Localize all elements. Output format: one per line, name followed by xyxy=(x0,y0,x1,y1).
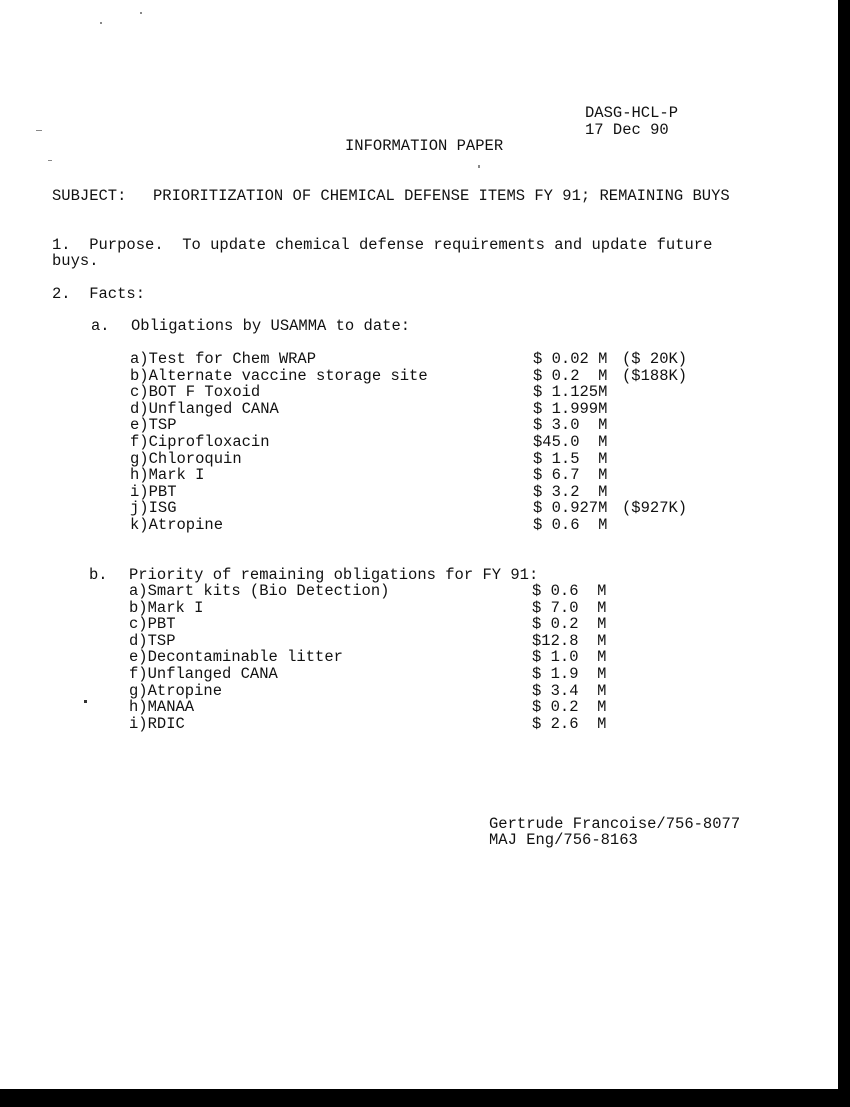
item-amount: $12.8 M xyxy=(532,631,607,650)
item-amount: $ 1.999M xyxy=(533,399,608,418)
item-label: b)Alternate vaccine storage site xyxy=(130,366,428,385)
item-label: c)PBT xyxy=(129,615,176,634)
item-label: a)Smart kits (Bio Detection) xyxy=(129,582,390,600)
item-amount: $ 1.125M xyxy=(533,383,608,402)
item-amount: $ 3.2 M xyxy=(533,482,608,501)
list-item xyxy=(130,517,730,534)
item-amount: $ 0.927M xyxy=(533,499,608,518)
item-label: g)Atropine xyxy=(129,681,223,700)
item-label: a)Test for Chem WRAP xyxy=(130,350,317,368)
item-note: ($927K) xyxy=(622,499,688,518)
section-b-priority-list xyxy=(129,583,729,732)
scan-border-bottom xyxy=(0,1089,850,1107)
page-title: INFORMATION PAPER xyxy=(345,137,504,155)
contact-line-2: MAJ Eng/756-8163 xyxy=(489,831,638,849)
item-label: i)RDIC xyxy=(129,714,185,733)
section-a-obligations-list xyxy=(130,351,730,534)
list-item xyxy=(129,616,729,633)
list-item xyxy=(129,600,729,617)
section-a-heading: Obligations by USAMMA to date: xyxy=(131,317,411,335)
list-item xyxy=(129,716,729,733)
scan-border-right xyxy=(838,0,850,1107)
item-label: d)Unflanged CANA xyxy=(130,399,279,418)
item-amount: $45.0 M xyxy=(533,432,608,451)
item-label: f)Unflanged CANA xyxy=(129,664,278,683)
item-amount: $ 2.6 M xyxy=(532,714,607,733)
section-b-heading: Priority of remaining obligations for FY 91: xyxy=(129,566,539,584)
document-code: DASG-HCL-P xyxy=(585,104,679,122)
list-item xyxy=(129,633,729,650)
item-amount: $ 7.0 M xyxy=(532,598,607,617)
item-amount: $ 3.0 M xyxy=(533,416,608,435)
list-item xyxy=(130,401,730,418)
list-item xyxy=(129,666,729,683)
item-amount: $ 1.9 M xyxy=(532,664,607,683)
item-amount: $ 1.5 M xyxy=(533,449,608,468)
item-amount: $ 0.6 M xyxy=(533,515,608,534)
scan-speck xyxy=(140,12,142,14)
scan-speck xyxy=(84,700,87,703)
item-amount: $ 0.02 M xyxy=(533,350,608,368)
list-item xyxy=(130,434,730,451)
list-item xyxy=(129,683,729,700)
item-amount: $ 0.6 M xyxy=(532,582,607,600)
list-item xyxy=(130,384,730,401)
item-label: f)Ciprofloxacin xyxy=(130,432,270,451)
list-item xyxy=(130,467,730,484)
contact-line-1: Gertrude Francoise/756-8077 xyxy=(489,815,741,833)
scan-speck xyxy=(478,165,480,168)
item-label: i)PBT xyxy=(130,482,177,501)
item-amount: $ 0.2 M xyxy=(532,615,607,634)
purpose-line-1: 1. Purpose. To update chemical defense requirements and update future xyxy=(52,236,713,254)
subject-text: PRIORITIZATION OF CHEMICAL DEFENSE ITEMS FY 91; REMAINING BUYS xyxy=(153,187,730,205)
item-label: g)Chloroquin xyxy=(130,449,242,468)
item-label: c)BOT F Toxoid xyxy=(130,383,261,402)
subject-label: SUBJECT: xyxy=(52,187,127,205)
item-amount: $ 3.4 M xyxy=(532,681,607,700)
list-item xyxy=(130,368,730,385)
list-item xyxy=(129,699,729,716)
document-date: 17 Dec 90 xyxy=(585,121,669,139)
item-label: h)Mark I xyxy=(130,466,205,485)
item-note: ($ 20K) xyxy=(622,350,688,368)
item-label: b)Mark I xyxy=(129,598,204,617)
item-label: k)Atropine xyxy=(130,515,224,534)
scan-speck xyxy=(100,22,102,24)
facts-heading: 2. Facts: xyxy=(52,285,146,303)
item-amount: $ 0.2 M xyxy=(532,698,607,717)
list-item xyxy=(130,417,730,434)
purpose-line-2: buys. xyxy=(52,252,99,270)
item-label: d)TSP xyxy=(129,631,176,650)
item-label: e)Decontaminable litter xyxy=(129,648,343,667)
item-label: h)MANAA xyxy=(129,698,195,717)
list-item xyxy=(129,649,729,666)
scan-speck xyxy=(48,160,52,161)
list-item xyxy=(130,484,730,501)
list-item xyxy=(130,351,730,368)
list-item xyxy=(130,500,730,517)
item-note: ($188K) xyxy=(622,366,688,385)
scan-speck xyxy=(36,130,42,131)
item-amount: $ 0.2 M xyxy=(533,366,608,385)
list-item xyxy=(129,583,729,600)
item-label: e)TSP xyxy=(130,416,177,435)
section-a-marker: a. xyxy=(91,317,110,335)
item-amount: $ 6.7 M xyxy=(533,466,608,485)
item-amount: $ 1.0 M xyxy=(532,648,607,667)
item-label: j)ISG xyxy=(130,499,177,518)
list-item xyxy=(130,451,730,468)
section-b-marker: b. xyxy=(89,566,108,584)
